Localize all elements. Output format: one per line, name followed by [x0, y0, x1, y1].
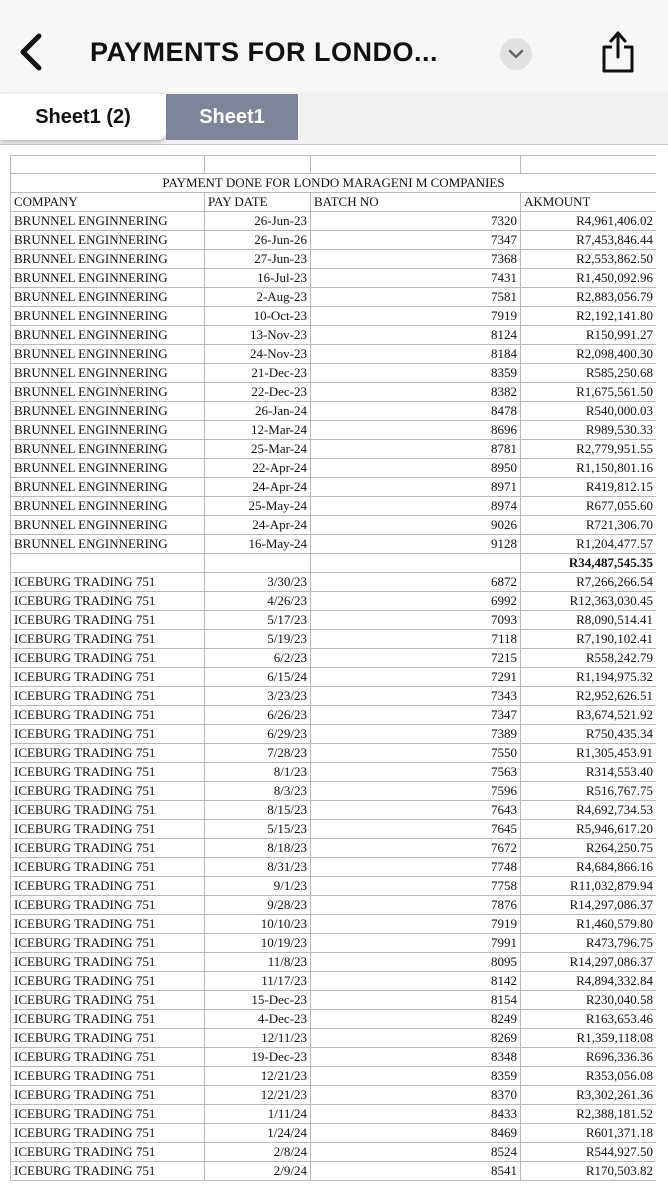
pay-date-cell[interactable]: 11/17/23 — [205, 972, 311, 991]
table-row — [11, 535, 657, 554]
company-cell[interactable]: BRUNNEL ENGINNERING — [11, 440, 205, 459]
table-row — [11, 782, 657, 801]
pay-date-cell[interactable]: 21-Dec-23 — [205, 364, 311, 383]
payments-table — [10, 155, 656, 1181]
amount-cell[interactable]: R989,530.33 — [521, 421, 657, 440]
company-cell[interactable]: ICEBURG TRADING 751 — [11, 1048, 205, 1067]
amount-cell[interactable]: R264,250.75 — [521, 839, 657, 858]
amount-cell[interactable]: R7,266,266.54 — [521, 573, 657, 592]
company-cell[interactable]: BRUNNEL ENGINNERING — [11, 516, 205, 535]
company-cell[interactable]: ICEBURG TRADING 751 — [11, 1143, 205, 1162]
company-cell[interactable]: BRUNNEL ENGINNERING — [11, 250, 205, 269]
pay-date-cell[interactable]: 2-Aug-23 — [205, 288, 311, 307]
amount-cell[interactable]: R1,305,453.91 — [521, 744, 657, 763]
company-cell[interactable]: ICEBURG TRADING 751 — [11, 630, 205, 649]
table-row — [11, 326, 657, 345]
table-row — [11, 858, 657, 877]
company-cell[interactable]: ICEBURG TRADING 751 — [11, 1086, 205, 1105]
batch-no-cell[interactable]: 8359 — [311, 364, 521, 383]
company-cell[interactable]: BRUNNEL ENGINNERING — [11, 497, 205, 516]
batch-no-cell[interactable]: 7919 — [311, 915, 521, 934]
batch-no-cell[interactable]: 7347 — [311, 706, 521, 725]
company-cell[interactable]: ICEBURG TRADING 751 — [11, 801, 205, 820]
table-row — [11, 364, 657, 383]
amount-cell[interactable]: R2,553,862.50 — [521, 250, 657, 269]
table-row — [11, 687, 657, 706]
company-cell[interactable]: BRUNNEL ENGINNERING — [11, 459, 205, 478]
pay-date-cell[interactable]: 25-Mar-24 — [205, 440, 311, 459]
table-row — [11, 573, 657, 592]
table-row — [11, 307, 657, 326]
empty-cell[interactable] — [521, 156, 657, 174]
table-row — [11, 478, 657, 497]
batch-no-cell[interactable]: 8124 — [311, 326, 521, 345]
batch-no-cell[interactable]: 8269 — [311, 1029, 521, 1048]
amount-cell[interactable]: R544,927.50 — [521, 1143, 657, 1162]
table-row — [11, 459, 657, 478]
company-cell[interactable]: BRUNNEL ENGINNERING — [11, 402, 205, 421]
table-row — [11, 820, 657, 839]
company-cell[interactable]: BRUNNEL ENGINNERING — [11, 535, 205, 554]
pay-date-cell[interactable]: 12/21/23 — [205, 1067, 311, 1086]
company-cell[interactable]: ICEBURG TRADING 751 — [11, 1124, 205, 1143]
company-cell[interactable]: BRUNNEL ENGINNERING — [11, 345, 205, 364]
company-cell[interactable]: ICEBURG TRADING 751 — [11, 611, 205, 630]
table-row — [11, 896, 657, 915]
amount-cell[interactable]: R1,359,118.08 — [521, 1029, 657, 1048]
amount-cell[interactable]: R4,684,866.16 — [521, 858, 657, 877]
batch-no-cell[interactable]: 8142 — [311, 972, 521, 991]
amount-cell[interactable]: R11,032,879.94 — [521, 877, 657, 896]
pay-date-cell[interactable]: 1/24/24 — [205, 1124, 311, 1143]
company-cell[interactable]: ICEBURG TRADING 751 — [11, 1010, 205, 1029]
pay-date-cell[interactable]: 12/21/23 — [205, 1086, 311, 1105]
batch-no-cell[interactable]: 7431 — [311, 269, 521, 288]
company-cell[interactable]: ICEBURG TRADING 751 — [11, 592, 205, 611]
batch-no-cell[interactable]: 8541 — [311, 1162, 521, 1181]
batch-no-cell[interactable]: 6872 — [311, 573, 521, 592]
amount-cell[interactable]: R2,952,626.51 — [521, 687, 657, 706]
table-row — [11, 1162, 657, 1181]
column-header-company[interactable]: COMPANY — [11, 193, 205, 212]
chevron-left-icon — [17, 32, 43, 72]
company-cell[interactable]: ICEBURG TRADING 751 — [11, 573, 205, 592]
table-row — [11, 516, 657, 535]
batch-no-cell[interactable]: 8781 — [311, 440, 521, 459]
table-row — [11, 269, 657, 288]
table-row — [11, 212, 657, 231]
amount-cell[interactable]: R7,190,102.41 — [521, 630, 657, 649]
pay-date-cell[interactable]: 2/9/24 — [205, 1162, 311, 1181]
empty-row — [11, 156, 657, 174]
batch-no-cell[interactable]: 8696 — [311, 421, 521, 440]
table-row — [11, 402, 657, 421]
table-row — [11, 744, 657, 763]
amount-cell[interactable]: R4,692,734.53 — [521, 801, 657, 820]
batch-no-cell[interactable]: 7389 — [311, 725, 521, 744]
pay-date-cell[interactable]: 10/19/23 — [205, 934, 311, 953]
pay-date-cell[interactable]: 7/28/23 — [205, 744, 311, 763]
company-cell[interactable]: ICEBURG TRADING 751 — [11, 782, 205, 801]
table-row — [11, 991, 657, 1010]
amount-cell[interactable]: R1,675,561.50 — [521, 383, 657, 402]
company-cell[interactable]: ICEBURG TRADING 751 — [11, 896, 205, 915]
batch-no-cell[interactable]: 7581 — [311, 288, 521, 307]
amount-cell[interactable]: R473,796.75 — [521, 934, 657, 953]
batch-no-cell[interactable]: 8974 — [311, 497, 521, 516]
batch-no-cell[interactable]: 8950 — [311, 459, 521, 478]
batch-no-cell[interactable]: 7758 — [311, 877, 521, 896]
batch-no-cell[interactable]: 7991 — [311, 934, 521, 953]
pay-date-cell[interactable]: 6/15/24 — [205, 668, 311, 687]
batch-no-cell[interactable]: 8478 — [311, 402, 521, 421]
spreadsheet-grid — [10, 155, 656, 1200]
batch-no-cell[interactable]: 6992 — [311, 592, 521, 611]
company-cell[interactable]: ICEBURG TRADING 751 — [11, 706, 205, 725]
amount-cell[interactable]: R14,297,086.37 — [521, 953, 657, 972]
company-cell[interactable]: ICEBURG TRADING 751 — [11, 725, 205, 744]
pay-date-cell[interactable]: 4/26/23 — [205, 592, 311, 611]
pay-date-cell[interactable]: 4-Dec-23 — [205, 1010, 311, 1029]
pay-date-cell[interactable]: 10/10/23 — [205, 915, 311, 934]
table-row — [11, 1067, 657, 1086]
batch-no-cell[interactable]: 8348 — [311, 1048, 521, 1067]
company-cell[interactable]: ICEBURG TRADING 751 — [11, 687, 205, 706]
company-cell[interactable]: ICEBURG TRADING 751 — [11, 934, 205, 953]
table-row — [11, 877, 657, 896]
batch-no-cell[interactable]: 8433 — [311, 1105, 521, 1124]
batch-no-cell[interactable]: 7596 — [311, 782, 521, 801]
batch-no-cell[interactable]: 8154 — [311, 991, 521, 1010]
table-row — [11, 497, 657, 516]
company-cell[interactable]: ICEBURG TRADING 751 — [11, 763, 205, 782]
document-title: PAYMENTS FOR LONDO... — [90, 37, 439, 67]
chevron-down-icon — [508, 48, 524, 60]
amount-cell[interactable]: R601,371.18 — [521, 1124, 657, 1143]
sheet-banner[interactable]: PAYMENT DONE FOR LONDO MARAGENI M COMPANIES — [11, 174, 657, 193]
table-row — [11, 1048, 657, 1067]
amount-cell[interactable]: R12,363,030.45 — [521, 592, 657, 611]
amount-cell[interactable]: R14,297,086.37 — [521, 896, 657, 915]
pay-date-cell[interactable]: 24-Apr-24 — [205, 516, 311, 535]
amount-cell[interactable]: R540,000.03 — [521, 402, 657, 421]
sheet-tabs — [0, 92, 668, 145]
amount-cell[interactable]: R2,779,951.55 — [521, 440, 657, 459]
company-cell[interactable]: ICEBURG TRADING 751 — [11, 744, 205, 763]
table-row — [11, 915, 657, 934]
table-row — [11, 383, 657, 402]
company-cell[interactable]: BRUNNEL ENGINNERING — [11, 231, 205, 250]
amount-cell[interactable]: R3,302,261.36 — [521, 1086, 657, 1105]
batch-no-cell[interactable]: 7919 — [311, 307, 521, 326]
amount-cell[interactable]: R314,553.40 — [521, 763, 657, 782]
pay-date-cell[interactable]: 25-May-24 — [205, 497, 311, 516]
batch-no-cell[interactable]: 8370 — [311, 1086, 521, 1105]
company-cell[interactable]: BRUNNEL ENGINNERING — [11, 383, 205, 402]
table-row — [11, 953, 657, 972]
company-cell[interactable]: ICEBURG TRADING 751 — [11, 1162, 205, 1181]
table-row — [11, 668, 657, 687]
pay-date-cell[interactable]: 2/8/24 — [205, 1143, 311, 1162]
table-row — [11, 1010, 657, 1029]
batch-no-cell[interactable]: 7563 — [311, 763, 521, 782]
company-cell[interactable]: ICEBURG TRADING 751 — [11, 915, 205, 934]
company-cell[interactable]: ICEBURG TRADING 751 — [11, 1067, 205, 1086]
amount-cell[interactable]: R4,961,406.02 — [521, 212, 657, 231]
batch-no-cell[interactable]: 7876 — [311, 896, 521, 915]
empty-cell[interactable] — [11, 554, 205, 573]
company-cell[interactable]: BRUNNEL ENGINNERING — [11, 307, 205, 326]
company-cell[interactable]: ICEBURG TRADING 751 — [11, 991, 205, 1010]
batch-no-cell[interactable]: 7093 — [311, 611, 521, 630]
table-row — [11, 1029, 657, 1048]
pay-date-cell[interactable]: 26-Jun-26 — [205, 231, 311, 250]
company-cell[interactable]: BRUNNEL ENGINNERING — [11, 364, 205, 383]
amount-cell[interactable]: R516,767.75 — [521, 782, 657, 801]
table-row — [11, 440, 657, 459]
banner-row — [11, 174, 657, 193]
pay-date-cell[interactable]: 19-Dec-23 — [205, 1048, 311, 1067]
amount-cell[interactable]: R585,250.68 — [521, 364, 657, 383]
amount-cell[interactable]: R721,306.70 — [521, 516, 657, 535]
navigation-bar — [0, 0, 668, 93]
pay-date-cell[interactable]: 5/19/23 — [205, 630, 311, 649]
table-row — [11, 250, 657, 269]
amount-cell[interactable]: R2,883,056.79 — [521, 288, 657, 307]
batch-no-cell[interactable]: 7368 — [311, 250, 521, 269]
pay-date-cell[interactable]: 10-Oct-23 — [205, 307, 311, 326]
batch-no-cell[interactable]: 7347 — [311, 231, 521, 250]
batch-no-cell[interactable]: 7748 — [311, 858, 521, 877]
amount-cell[interactable]: R558,242.79 — [521, 649, 657, 668]
company-cell[interactable]: BRUNNEL ENGINNERING — [11, 269, 205, 288]
table-row — [11, 288, 657, 307]
amount-cell[interactable]: R1,460,579.80 — [521, 915, 657, 934]
batch-no-cell[interactable]: 8184 — [311, 345, 521, 364]
amount-cell[interactable]: R2,388,181.52 — [521, 1105, 657, 1124]
batch-no-cell[interactable]: 8469 — [311, 1124, 521, 1143]
table-row — [11, 763, 657, 782]
pay-date-cell[interactable]: 26-Jan-24 — [205, 402, 311, 421]
amount-cell[interactable]: R4,894,332.84 — [521, 972, 657, 991]
pay-date-cell[interactable]: 22-Dec-23 — [205, 383, 311, 402]
table-row — [11, 611, 657, 630]
batch-no-cell[interactable]: 7643 — [311, 801, 521, 820]
tab-sheet1[interactable]: Sheet1 — [166, 94, 298, 140]
amount-cell[interactable]: R750,435.34 — [521, 725, 657, 744]
brunnel-total-cell[interactable]: R34,487,545.35 — [521, 554, 657, 573]
pay-date-cell[interactable]: 1/11/24 — [205, 1105, 311, 1124]
pay-date-cell[interactable]: 5/15/23 — [205, 820, 311, 839]
pay-date-cell[interactable]: 6/2/23 — [205, 649, 311, 668]
table-row — [11, 706, 657, 725]
column-header-batch-no[interactable]: BATCH NO — [311, 193, 521, 212]
company-cell[interactable]: BRUNNEL ENGINNERING — [11, 326, 205, 345]
pay-date-cell[interactable]: 12/11/23 — [205, 1029, 311, 1048]
amount-cell[interactable]: R170,503.82 — [521, 1162, 657, 1181]
table-row — [11, 345, 657, 364]
pay-date-cell[interactable]: 8/1/23 — [205, 763, 311, 782]
table-row — [11, 1143, 657, 1162]
amount-cell[interactable]: R1,450,092.96 — [521, 269, 657, 288]
empty-cell[interactable] — [311, 554, 521, 573]
batch-no-cell[interactable]: 8382 — [311, 383, 521, 402]
company-cell[interactable]: BRUNNEL ENGINNERING — [11, 478, 205, 497]
amount-cell[interactable]: R7,453,846.44 — [521, 231, 657, 250]
company-cell[interactable]: ICEBURG TRADING 751 — [11, 668, 205, 687]
batch-no-cell[interactable]: 7550 — [311, 744, 521, 763]
pay-date-cell[interactable]: 5/17/23 — [205, 611, 311, 630]
batch-no-cell[interactable]: 8971 — [311, 478, 521, 497]
pay-date-cell[interactable]: 12-Mar-24 — [205, 421, 311, 440]
empty-cell[interactable] — [11, 156, 205, 174]
empty-cell[interactable] — [311, 156, 521, 174]
company-cell[interactable]: ICEBURG TRADING 751 — [11, 1029, 205, 1048]
company-cell[interactable]: BRUNNEL ENGINNERING — [11, 421, 205, 440]
table-row — [11, 801, 657, 820]
amount-cell[interactable]: R677,055.60 — [521, 497, 657, 516]
tab-sheet1-2[interactable]: Sheet1 (2) — [0, 94, 166, 140]
table-row — [11, 1105, 657, 1124]
batch-no-cell[interactable]: 8095 — [311, 953, 521, 972]
table-row — [11, 1086, 657, 1105]
batch-no-cell[interactable]: 7215 — [311, 649, 521, 668]
column-header-amount[interactable]: AKMOUNT — [521, 193, 657, 212]
batch-no-cell[interactable]: 8524 — [311, 1143, 521, 1162]
table-row — [11, 1124, 657, 1143]
table-row — [11, 972, 657, 991]
header-row — [11, 193, 657, 212]
table-row — [11, 649, 657, 668]
amount-cell[interactable]: R353,056.08 — [521, 1067, 657, 1086]
share-button[interactable] — [596, 28, 640, 76]
batch-no-cell[interactable]: 7645 — [311, 820, 521, 839]
batch-no-cell[interactable]: 7291 — [311, 668, 521, 687]
empty-cell[interactable] — [205, 156, 311, 174]
company-cell[interactable]: BRUNNEL ENGINNERING — [11, 288, 205, 307]
table-row — [11, 725, 657, 744]
company-cell[interactable]: ICEBURG TRADING 751 — [11, 972, 205, 991]
pay-date-cell[interactable]: 26-Jun-23 — [205, 212, 311, 231]
subtotal-row — [11, 554, 657, 573]
amount-cell[interactable]: R163,653.46 — [521, 1010, 657, 1029]
pay-date-cell[interactable]: 27-Jun-23 — [205, 250, 311, 269]
batch-no-cell[interactable]: 8359 — [311, 1067, 521, 1086]
pay-date-cell[interactable]: 16-Jul-23 — [205, 269, 311, 288]
pay-date-cell[interactable]: 24-Nov-23 — [205, 345, 311, 364]
empty-cell[interactable] — [205, 554, 311, 573]
pay-date-cell[interactable]: 11/8/23 — [205, 953, 311, 972]
amount-cell[interactable]: R5,946,617.20 — [521, 820, 657, 839]
amount-cell[interactable]: R3,674,521.92 — [521, 706, 657, 725]
pay-date-cell[interactable]: 6/26/23 — [205, 706, 311, 725]
amount-cell[interactable]: R1,194,975.32 — [521, 668, 657, 687]
title-menu-button[interactable] — [500, 38, 532, 70]
amount-cell[interactable]: R419,812.15 — [521, 478, 657, 497]
amount-cell[interactable]: R1,204,477.57 — [521, 535, 657, 554]
pay-date-cell[interactable]: 8/15/23 — [205, 801, 311, 820]
table-row — [11, 934, 657, 953]
pay-date-cell[interactable]: 6/29/23 — [205, 725, 311, 744]
amount-cell[interactable]: R150,991.27 — [521, 326, 657, 345]
amount-cell[interactable]: R230,040.58 — [521, 991, 657, 1010]
company-cell[interactable]: ICEBURG TRADING 751 — [11, 820, 205, 839]
company-cell[interactable]: ICEBURG TRADING 751 — [11, 1105, 205, 1124]
batch-no-cell[interactable]: 7343 — [311, 687, 521, 706]
pay-date-cell[interactable]: 3/30/23 — [205, 573, 311, 592]
pay-date-cell[interactable]: 16-May-24 — [205, 535, 311, 554]
batch-no-cell[interactable]: 7118 — [311, 630, 521, 649]
company-cell[interactable]: ICEBURG TRADING 751 — [11, 839, 205, 858]
amount-cell[interactable]: R8,090,514.41 — [521, 611, 657, 630]
amount-cell[interactable]: R2,192,141.80 — [521, 307, 657, 326]
batch-no-cell[interactable]: 9128 — [311, 535, 521, 554]
batch-no-cell[interactable]: 7320 — [311, 212, 521, 231]
company-cell[interactable]: BRUNNEL ENGINNERING — [11, 212, 205, 231]
pay-date-cell[interactable]: 8/3/23 — [205, 782, 311, 801]
column-header-pay-date[interactable]: PAY DATE — [205, 193, 311, 212]
table-row — [11, 421, 657, 440]
table-row — [11, 630, 657, 649]
pay-date-cell[interactable]: 24-Apr-24 — [205, 478, 311, 497]
company-cell[interactable]: ICEBURG TRADING 751 — [11, 877, 205, 896]
pay-date-cell[interactable]: 13-Nov-23 — [205, 326, 311, 345]
share-icon — [598, 29, 638, 75]
pay-date-cell[interactable]: 9/28/23 — [205, 896, 311, 915]
back-button[interactable] — [14, 28, 46, 76]
pay-date-cell[interactable]: 8/18/23 — [205, 839, 311, 858]
table-row — [11, 839, 657, 858]
pay-date-cell[interactable]: 8/31/23 — [205, 858, 311, 877]
batch-no-cell[interactable]: 7672 — [311, 839, 521, 858]
pay-date-cell[interactable]: 3/23/23 — [205, 687, 311, 706]
batch-no-cell[interactable]: 8249 — [311, 1010, 521, 1029]
company-cell[interactable]: ICEBURG TRADING 751 — [11, 858, 205, 877]
pay-date-cell[interactable]: 9/1/23 — [205, 877, 311, 896]
pay-date-cell[interactable]: 22-Apr-24 — [205, 459, 311, 478]
company-cell[interactable]: ICEBURG TRADING 751 — [11, 953, 205, 972]
table-row — [11, 592, 657, 611]
batch-no-cell[interactable]: 9026 — [311, 516, 521, 535]
amount-cell[interactable]: R1,150,801.16 — [521, 459, 657, 478]
amount-cell[interactable]: R2,098,400.30 — [521, 345, 657, 364]
company-cell[interactable]: ICEBURG TRADING 751 — [11, 649, 205, 668]
pay-date-cell[interactable]: 15-Dec-23 — [205, 991, 311, 1010]
amount-cell[interactable]: R696,336.36 — [521, 1048, 657, 1067]
table-row — [11, 231, 657, 250]
